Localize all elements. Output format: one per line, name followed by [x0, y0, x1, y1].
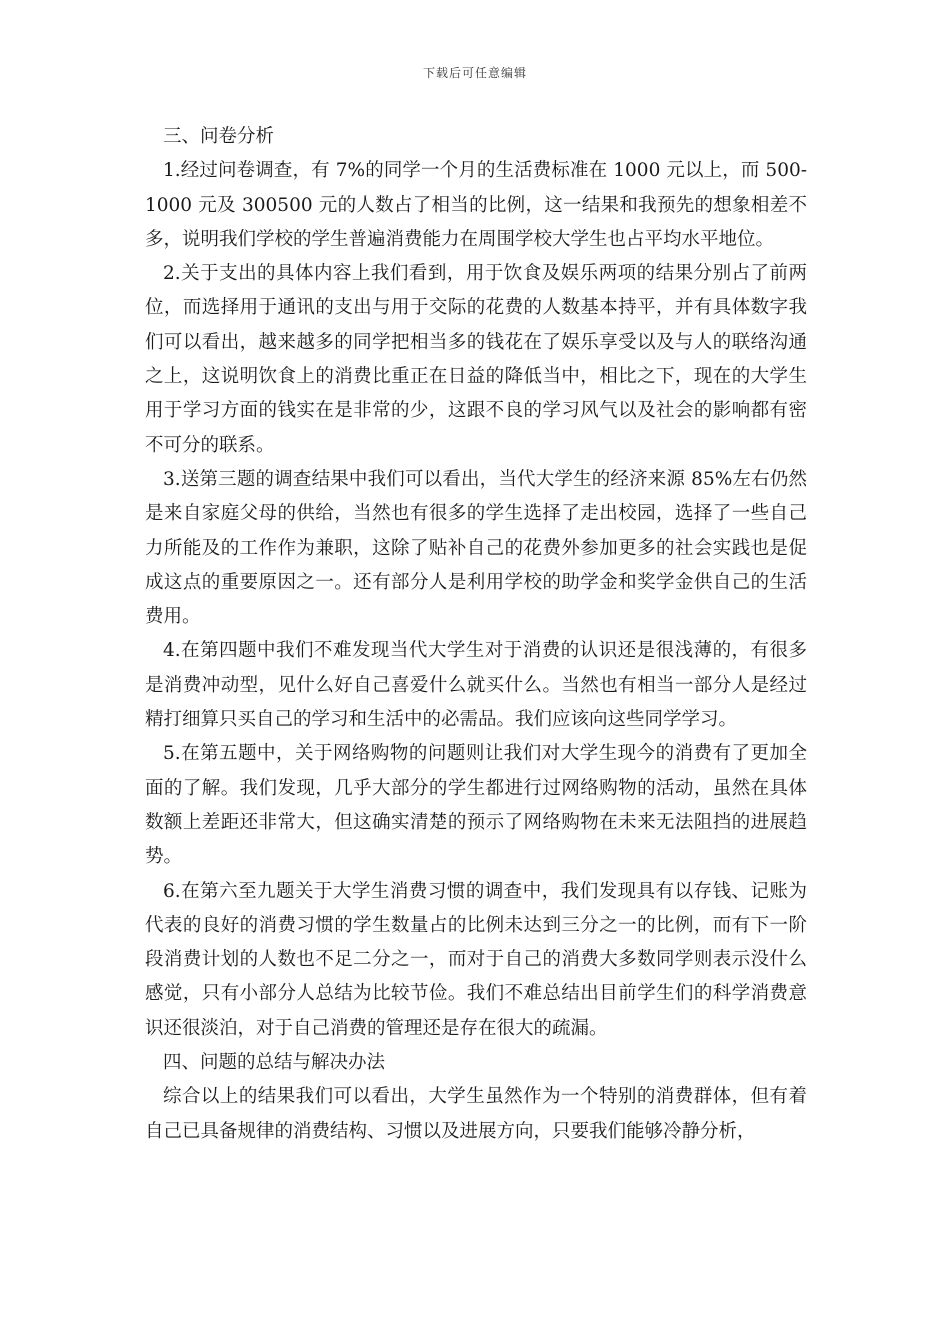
document-body: [145, 120, 807, 1149]
paragraph-1: 1.经过问卷调查，有 7%的同学一个月的生活费标准在 1000 元以上，而 500-1000 元及 300500 元的人数占了相当的比例，这一结果和我预先的想象相差不多，说明我们学校的学生普遍消费能力在周围学校大学生也占平均水平地位。: [145, 160, 807, 250]
page-header-note: 下载后可任意编辑: [422, 66, 527, 80]
paragraph-summary: 综合以上的结果我们可以看出，大学生虽然作为一个特别的消费群体，但有着自己已具备规律的消费结构、习惯以及进展方向，只要我们能够冷静分析，: [145, 1086, 807, 1142]
section-heading-questionnaire-analysis: 三、问卷分析: [163, 126, 275, 147]
section-heading-summary-solutions: 四、问题的总结与解决办法: [163, 1052, 386, 1074]
paragraph-4: 4.在第四题中我们不难发现当代大学生对于消费的认识还是很浅薄的，有很多是消费冲动型，见什么好自己喜爱什么就买什么。当然也有相当一部分人是经过精打细算只买自己的学习和生活中的必需品。我们应该向这些同学学习。: [145, 640, 807, 731]
paragraph-3: 3.送第三题的调查结果中我们可以看出，当代大学生的经济来源 85%左右仍然是来自家庭父母的供给，当然也有很多的学生选择了走出校园，选择了一些自己力所能及的工作作为兼职，这除了贴补自己的花费外参加更多的社会实践也是促成这点的重要原因之一。还有部分人是利用学校的助学金和奖学金供自己的生活费用。: [145, 468, 807, 628]
paragraph-2: 2.关于支出的具体内容上我们看到，用于饮食及娱乐两项的结果分别占了前两位，而选择用于通讯的支出与用于交际的花费的人数基本持平，并有具体数字我们可以看出，越来越多的同学把相当多的钱花在了娱乐享受以及与人的联络沟通之上，这说明饮食上的消费比重正在日益的降低当中，相比之下，现在的大学生用于学习方面的钱实在是非常的少，这跟不良的学习风气以及社会的影响都有密不可分的联系。: [145, 263, 807, 456]
paragraph-5: 5.在第五题中，关于网络购物的问题则让我们对大学生现今的消费有了更加全面的了解。我们发现，几乎大部分的学生都进行过网络购物的活动，虽然在具体数额上差距还非常大，但这确实清楚的预示了网络购物在未来无法阻挡的进展趋势。: [145, 743, 807, 868]
paragraph-6: 6.在第六至九题关于大学生消费习惯的调查中，我们发现具有以存钱、记账为代表的良好的消费习惯的学生数量占的比例未达到三分之一的比例，而有下一阶段消费计划的人数也不足二分之一，而对于自己的消费大多数同学则表示没什么感觉，只有小部分人总结为比较节俭。我们不难总结出目前学生们的科学消费意识还很淡泊，对于自己消费的管理还是存在很大的疏漏。: [145, 880, 807, 1039]
